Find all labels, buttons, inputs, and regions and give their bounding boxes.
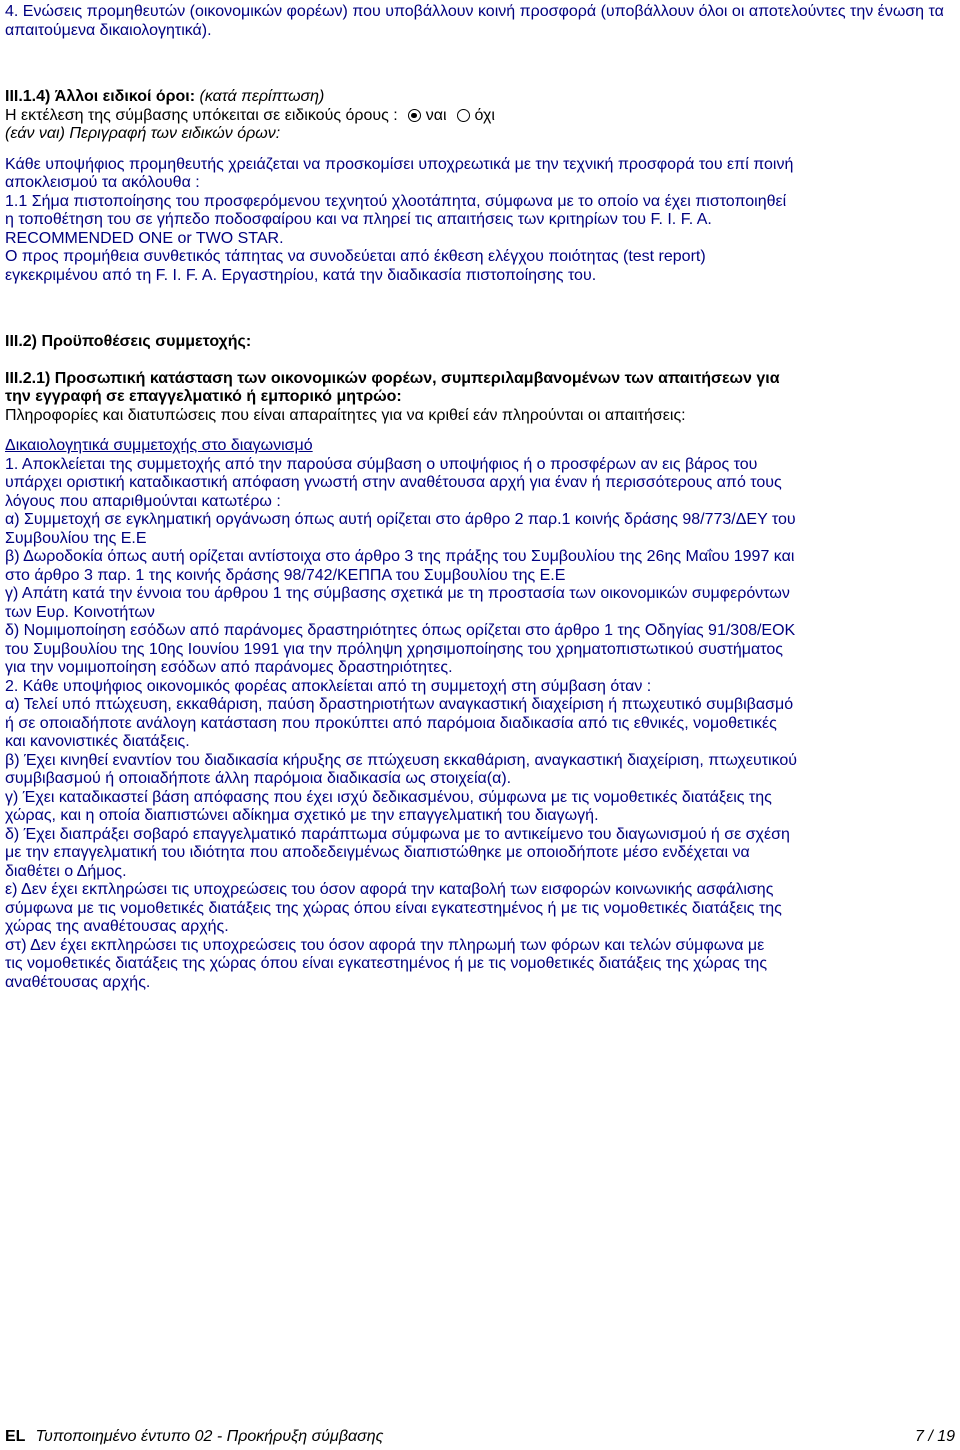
section-iii-1-4-heading-suffix: (κατά περίπτωση) [199, 88, 325, 105]
section-iii-1-4-heading [5, 88, 953, 107]
description-label: (εάν ναι) Περιγραφή των ειδικών όρων: [5, 125, 281, 142]
special-terms-question: Η εκτέλεση της σύμβασης υπόκειται σε ειδικούς όρους : [5, 106, 398, 124]
radio-option-yes-label: ναι [425, 106, 447, 124]
body-line: 1. Αποκλείεται της συμμετοχής από την παρούσα σύμβαση ο υποψήφιος ή ο προσφέρων αν εις βάρος του [5, 455, 758, 473]
body-line: α) Τελεί υπό πτώχευση, εκκαθάριση, παύση δραστηριοτήτων αναγκαστική διαχείριση ή πτωχευτικό συμβιβασμό [5, 696, 794, 713]
top-note: 4. Ενώσεις προμηθευτών (οικονομικών φορέων) που υποβάλλουν κοινή προσφορά (υποβάλλουν όλοι οι αποτελούντες την ένωση τα απαιτούμενα δικαιολογητικά). [5, 3, 944, 39]
radio-option-yes[interactable] [408, 107, 447, 126]
description-line: η τοποθέτηση του σε γήπεδο ποδοσφαίρου και να πληρεί τις απαιτήσεις των κριτηρίων του F. I. F. A. [5, 211, 712, 228]
body-line: δ) Νομιμοποίηση εσόδων από παράνομες δραστηριότητες όπως ορίζεται στο άρθρο 1 της Οδηγίας 91/308/ΕΟΚ [5, 622, 796, 639]
body-line: των Ευρ. Κοινοτήτων [5, 603, 155, 621]
body-line: λόγους που απαριθμούνται κατωτέρω : [5, 492, 281, 510]
participation-documents-subheading: Δικαιολογητικά συμμετοχής στο διαγωνισμό [5, 437, 313, 454]
body-line: συμβιβασμού ή οποιαδήποτε άλλη παρόμοια διαδικασία ως στοιχεία(α). [5, 770, 512, 787]
section-iii-2-heading: III.2) Προϋποθέσεις συμμετοχής: [5, 333, 252, 350]
section-iii-2-1 [5, 370, 953, 993]
body-line: διαθέτει ο Δήμος. [5, 862, 127, 880]
footer-page-number: 7 / 19 [914, 1428, 955, 1445]
body-line: για την νομιμοποίηση εσόδων από παράνομες δραστηριότητες. [5, 659, 453, 676]
section-iii-1-4 [5, 88, 953, 285]
description-line: Κάθε υποψήφιος προμηθευτής χρειάζεται να προσκομίσει υποχρεωτικά με την τεχνική προσφορά του επί ποινή [5, 155, 794, 173]
radio-checked-icon [408, 109, 421, 122]
radio-option-no[interactable] [457, 107, 495, 126]
body-line: στο άρθρο 3 παρ. 1 της κοινής δράσης 98/742/ΚΕΠΠΑ του Συμβουλίου της Ε.Ε [5, 566, 566, 584]
section-iii-1-4-heading-prefix: III.1.4) Άλλοι ειδικοί όροι: [5, 88, 196, 105]
requirements-info-label: Πληροφορίες και διατυπώσεις που είναι απαραίτητες για να κριθεί εάν πληρούνται οι απαιτήσεις: [5, 406, 686, 424]
body-line: στ) Δεν έχει εκπληρώσει τις υποχρεώσεις του όσον αφορά την πληρωμή των φόρων και τελών σύμφωνα με [5, 936, 765, 954]
body-line: υπάρχει οριστική καταδικαστική απόφαση γνωστή στην αναθέτουσα αρχή για έναν ή περισσότερους από τους [5, 474, 782, 491]
exclusion-criteria-text [5, 456, 953, 993]
body-line: Συμβουλίου της Ε.Ε [5, 529, 147, 547]
body-line: σύμφωνα με τις νομοθετικές διατάξεις της χώρας όπου είναι εγκατεστημένος ή με τις νομοθετικές διατάξεις της [5, 899, 782, 917]
description-line: RECOMMENDED ONE or TWO STAR. [5, 229, 284, 247]
description-line: Ο προς προμήθεια συνθετικός τάπητας να συνοδεύεται από έκθεση ελέγχου ποιότητας (test report) [5, 248, 706, 265]
body-line: δ) Έχει διαπράξει σοβαρό επαγγελματικό παράπτωμα σύμφωνα με το αντικείμενο του διαγωνισμού ή σε σχέση [5, 825, 790, 843]
description-line: εγκεκριμένου από τη F. I. F. A. Εργαστηρίου, κατά την διαδικασία πιστοποίησης του. [5, 266, 597, 284]
body-line: 2. Κάθε υποψήφιος οικονομικός φορέας αποκλείεται από τη συμμετοχή στη σύμβαση όταν : [5, 677, 652, 695]
body-line: του Συμβουλίου της 10ης Ιουνίου 1991 για την πρόληψη χρησιμοποίησης του χρηματοπιστωτικού συστήματος [5, 640, 783, 658]
special-terms-question-line [5, 107, 953, 126]
body-line: β) Έχει κινηθεί εναντίον του διαδικασία κήρυξης σε πτώχευση εκκαθάριση, αναγκαστική διαχείριση, πτωχευτικού [5, 751, 798, 769]
special-terms-description [5, 156, 953, 286]
section-iii-2-1-heading-line: III.2.1) Προσωπική κατάσταση των οικονομικών φορέων, συμπεριλαμβανομένων των απαιτήσεων για [5, 369, 780, 387]
body-line: αναθέτουσας αρχής. [5, 973, 151, 991]
body-line: β) Δωροδοκία όπως αυτή ορίζεται αντίστοιχα στο άρθρο 3 της πράξης του Συμβουλίου της 26ης Μαΐου 1997 και [5, 548, 795, 565]
description-line: 1.1 Σήμα πιστοποίησης του προσφερόμενου τεχνητού χλοοτάπητα, σύμφωνα με το οποίο να έχει πιστοποιηθεί [5, 192, 787, 210]
body-line: ε) Δεν έχει εκπληρώσει τις υποχρεώσεις του όσον αφορά την καταβολή των εισφορών κοινωνικής ασφάλισης [5, 881, 774, 898]
body-line: α) Συμμετοχή σε εγκληματική οργάνωση όπως αυτή ορίζεται στο άρθρο 2 παρ.1 κοινής δράσης 98/773/ΔΕΥ του [5, 511, 796, 528]
body-line: ή σε οποιαδήποτε ανάλογη κατάσταση που προκύπτει από παρόμοια διαδικασία από τις εθνικές, νομοθετικές [5, 714, 777, 732]
section-iii-2-1-heading [5, 370, 953, 407]
body-line: γ) Απάτη κατά την έννοια του άρθρου 1 της σύμβασης σχετικά με τη προστασία των οικονομικών συμφερόντων [5, 585, 790, 602]
body-line: γ) Έχει καταδικαστεί βάση απόφασης που έχει ισχύ δεδικασμένου, σύμφωνα με τις νομοθετικές διατάξεις της [5, 788, 772, 806]
footer-left [5, 1428, 383, 1447]
document-page [5, 3, 953, 992]
body-line: με την επαγγελματική του ιδιότητα που αποδεδειγμένως διαπιστώθηκε με οποιοδήποτε μέσο ενδέχεται να [5, 844, 750, 861]
radio-option-no-label: όχι [474, 106, 495, 124]
description-line: αποκλεισμού τα ακόλουθα : [5, 174, 200, 191]
radio-unchecked-icon [457, 109, 470, 122]
footer-language-code: EL [5, 1428, 26, 1445]
body-line: χώρας, και η οποία διαπιστώνει αδίκημα σχετικό με την επαγγελματική του διαγωγή. [5, 807, 599, 824]
body-line: τις νομοθετικές διατάξεις της χώρας όπου είναι εγκατεστημένος ή με τις νομοθετικές διατάξεις της χώρας της [5, 955, 768, 972]
section-iii-2-1-heading-line: την εγγραφή σε επαγγελματικό ή εμπορικό μητρώο: [5, 388, 402, 405]
footer-form-title: Τυποποιημένο έντυπο 02 - Προκήρυξη σύμβασης [35, 1428, 384, 1445]
page-footer [5, 1428, 955, 1447]
body-line: και κανονιστικές διατάξεις. [5, 733, 190, 750]
body-line: χώρας της αναθέτουσας αρχής. [5, 918, 229, 935]
